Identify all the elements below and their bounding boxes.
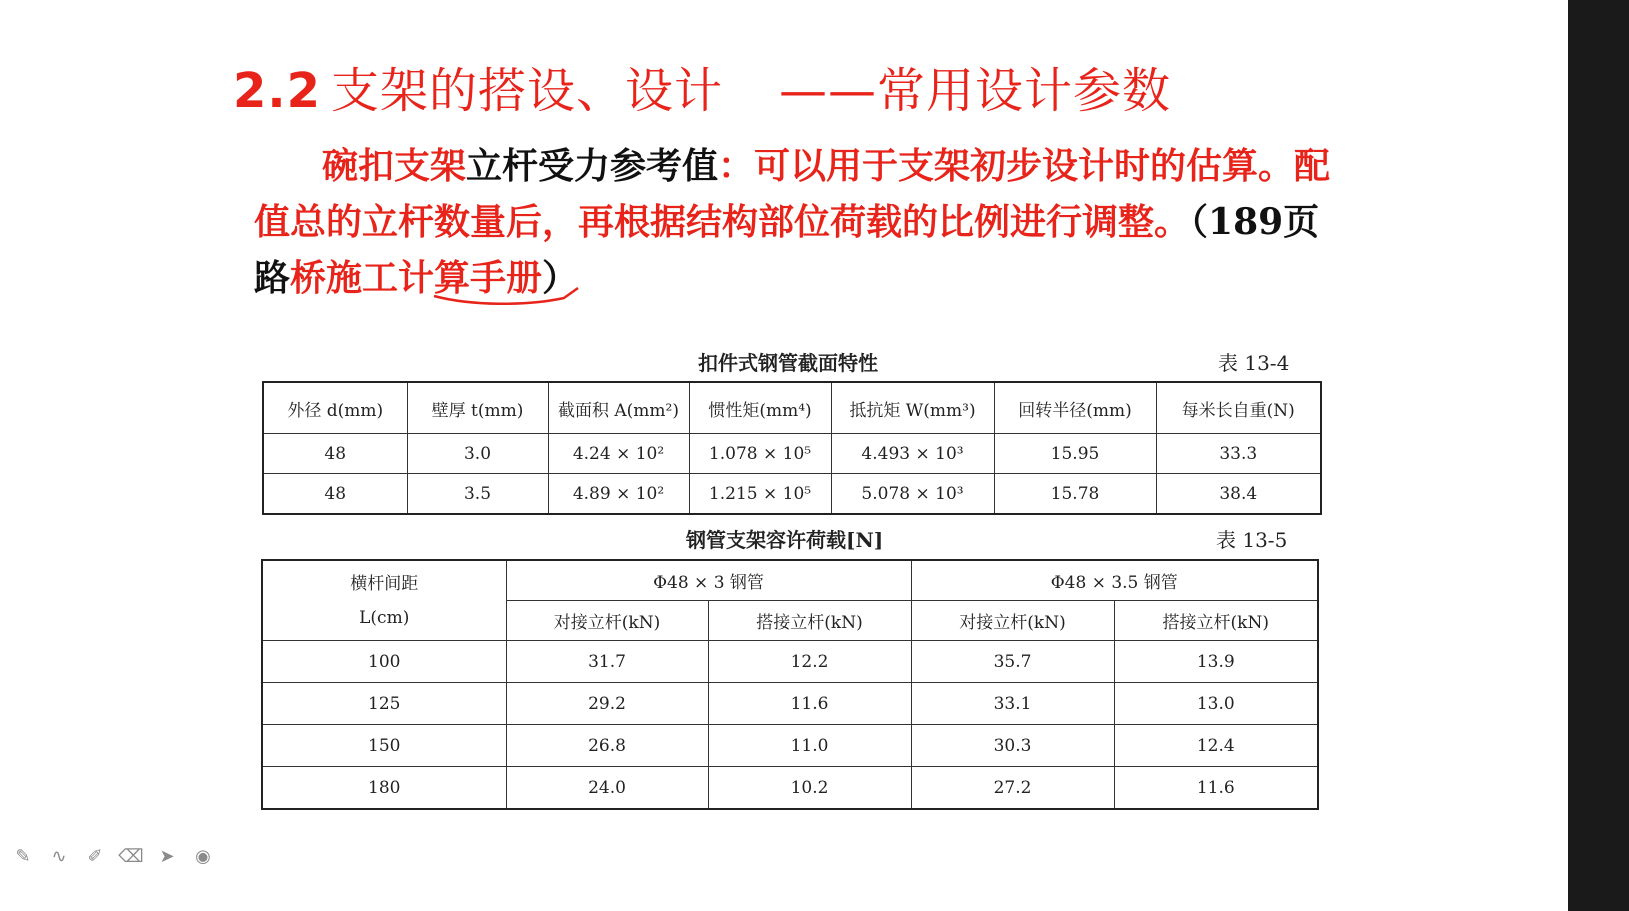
para-red-1: 碗扣支架: [322, 145, 467, 187]
eraser-icon[interactable]: ⌫: [118, 845, 144, 867]
table1-number: 表 13-4: [1218, 351, 1290, 375]
table-cell: 48: [263, 474, 407, 515]
table-row: [263, 434, 1321, 474]
para-red-3: 桥施工计算手册: [290, 257, 543, 299]
table-row: [263, 474, 1321, 515]
title-text: 支架的搭设、设计: [331, 63, 724, 119]
table-cell: 180: [262, 767, 506, 810]
slide-title: [233, 52, 1171, 121]
spacing-header-line1: 横杆间距: [350, 573, 419, 594]
table1-header-cell: 截面积 A(mm²): [548, 382, 689, 434]
table-cell: 24.0: [506, 767, 708, 810]
table-cell: 150: [262, 725, 506, 767]
table2-group-header: Φ48 × 3 钢管: [506, 560, 911, 601]
table-cell: 1.078 × 10⁵: [689, 434, 831, 474]
table2-group-header: Φ48 × 3.5 钢管: [911, 560, 1318, 601]
table-row: [262, 683, 1318, 725]
table2-subheader-cell: 搭接立杆(kN): [708, 601, 911, 641]
table-cell: 11.0: [708, 725, 911, 767]
table-cell: 12.2: [708, 641, 911, 683]
table-cell: 1.215 × 10⁵: [689, 474, 831, 515]
spacing-header-line2: L(cm): [359, 607, 410, 628]
window-edge: [1568, 0, 1629, 911]
table2-subheader-cell: 对接立杆(kN): [506, 601, 708, 641]
allowable-load-table: [261, 559, 1319, 810]
table-cell: 33.3: [1156, 434, 1321, 474]
table-cell: 13.0: [1114, 683, 1318, 725]
pointer-icon[interactable]: ➤: [159, 845, 175, 867]
table-cell: 15.78: [994, 474, 1156, 515]
table-cell: 5.078 × 10³: [831, 474, 994, 515]
title-number: 2.2: [233, 63, 322, 119]
para-black-2: （189页路: [254, 201, 1320, 299]
para-black-1: 立杆受力参考值: [466, 145, 719, 187]
title-suffix: ——常用设计参数: [779, 63, 1172, 119]
table-cell: 3.0: [407, 434, 548, 474]
body-paragraph: [254, 138, 1334, 306]
table-cell: 29.2: [506, 683, 708, 725]
table-row: [262, 641, 1318, 683]
table2-number: 表 13-5: [1216, 528, 1288, 552]
table1-header-cell: 壁厚 t(mm): [407, 382, 548, 434]
table-cell: 100: [262, 641, 506, 683]
table-cell: 125: [262, 683, 506, 725]
table-row: [262, 767, 1318, 810]
table2-subheader-cell: 对接立杆(kN): [911, 601, 1114, 641]
table-cell: 27.2: [911, 767, 1114, 810]
pen-icon[interactable]: ✎: [15, 845, 31, 867]
table-cell: 3.5: [407, 474, 548, 515]
table2-spacing-header: [262, 560, 506, 641]
table1-header-cell: 惯性矩(mm⁴): [689, 382, 831, 434]
table-cell: 48: [263, 434, 407, 474]
table-cell: 38.4: [1156, 474, 1321, 515]
laser-icon[interactable]: ◉: [195, 845, 211, 867]
table-cell: 11.6: [708, 683, 911, 725]
table1-header-cell: 回转半径(mm): [994, 382, 1156, 434]
table2-caption: 钢管支架容许荷载[N]: [686, 528, 884, 552]
table-cell: 13.9: [1114, 641, 1318, 683]
ink-icon[interactable]: ∿: [51, 845, 67, 867]
table-cell: 4.24 × 10²: [548, 434, 689, 474]
table2-subheader-cell: 搭接立杆(kN): [1114, 601, 1318, 641]
table1-header-row: [263, 382, 1321, 434]
table-cell: 35.7: [911, 641, 1114, 683]
para-black-3: ）: [542, 257, 579, 299]
table-cell: 11.6: [1114, 767, 1318, 810]
table-cell: 4.493 × 10³: [831, 434, 994, 474]
table-cell: 33.1: [911, 683, 1114, 725]
table-row: [262, 725, 1318, 767]
table-cell: 31.7: [506, 641, 708, 683]
table1-caption: 扣件式钢管截面特性: [698, 351, 878, 375]
section-properties-table: [262, 381, 1322, 515]
para-red-2: ：可以用于支架初步设计时的估算。配值总的立杆数量后，再根据结构部位荷载的比例进行调整。: [254, 145, 1331, 243]
table1-header-cell: 抵抗矩 W(mm³): [831, 382, 994, 434]
table-cell: 4.89 × 10²: [548, 474, 689, 515]
table-cell: 26.8: [506, 725, 708, 767]
handwritten-underline: [432, 284, 582, 314]
table-cell: 30.3: [911, 725, 1114, 767]
presentation-toolbar: [12, 842, 214, 870]
table-cell: 10.2: [708, 767, 911, 810]
table-cell: 15.95: [994, 434, 1156, 474]
highlighter-icon[interactable]: ✐: [87, 845, 103, 867]
table1-header-cell: 外径 d(mm): [263, 382, 407, 434]
table1-header-cell: 每米长自重(N): [1156, 382, 1321, 434]
table2-header-row: [262, 560, 1318, 601]
table-cell: 12.4: [1114, 725, 1318, 767]
